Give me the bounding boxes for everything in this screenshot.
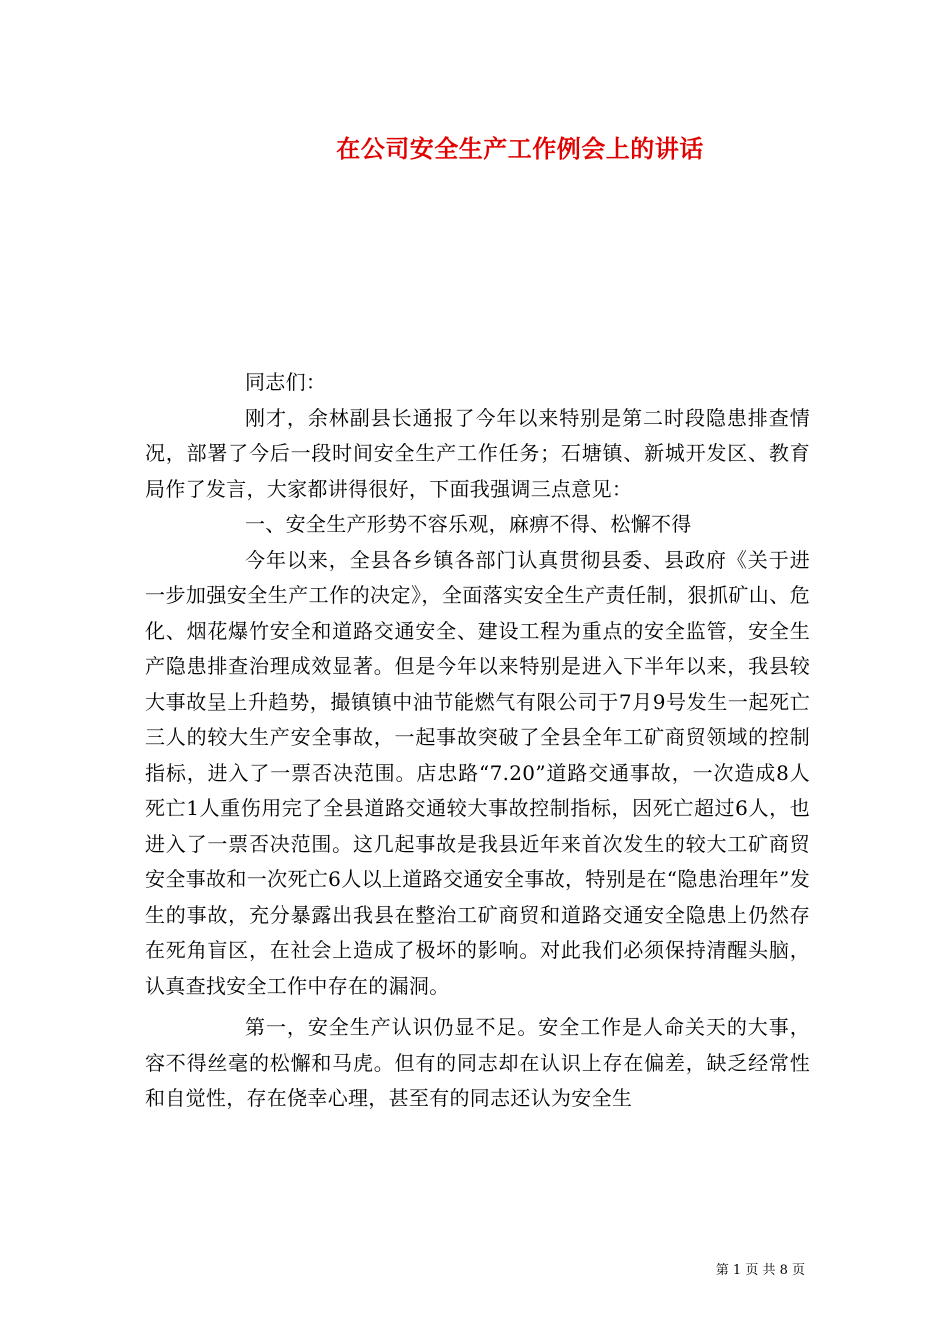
page-number: 第 1 页 共 8 页 xyxy=(715,1263,805,1278)
document-body xyxy=(145,365,810,1117)
section-heading-paragraph: 一、安全生产形势不容乐观，麻痹不得、松懈不得 xyxy=(245,512,692,536)
body-paragraph: 第一，安全生产认识仍显不足。安全工作是人命关天的大事，容不得丝毫的松懈和马虎。但有的同志却在认识上存在偏差，缺乏经常性和自觉性，存在侥幸心理，甚至有的同志还认为安全生 xyxy=(145,1015,810,1110)
document-title: 在公司安全生产工作例会上的讲话 xyxy=(336,134,704,163)
body-paragraph: 今年以来，全县各乡镇各部门认真贯彻县委、县政府《关于进一步加强安全生产工作的决定》，全面落实安全生产责任制，狠抓矿山、危化、烟花爆竹安全和道路交通安全、建设工程为重点的安全监管，安全生产隐患排查治理成效显著。但是今年以来特别是进入下半年以来，我县较大事故呈上升趋势，撮镇镇中油节能燃气有限公司于7月9号发生一起死亡三人的较大生产安全事故，一起事故突破了全县全年工矿商贸领域的控制指标，进入了一票否决范围。店忠路“7.20”道路交通事故，一次造成8人死亡1人重伤用完了全县道路交通较大事故控制指标，因死亡超过6人，也进入了一票否决范围。这几起事故是我县近年来首次发生的较大工矿商贸安全事故和一次死亡6人以上道路交通安全事故，特别是在“隐患治理年”发生的事故，充分暴露出我县在整治工矿商贸和道路交通安全隐患上仍然存在死角盲区，在社会上造成了极坏的影响。对此我们必须保持清醒头脑，认真查找安全工作中存在的漏洞。 xyxy=(145,547,810,998)
salutation-paragraph: 同志们： xyxy=(245,370,327,394)
intro-paragraph: 刚才，余林副县长通报了今年以来特别是第二时段隐患排查情况，部署了今后一段时间安全生产工作任务；石塘镇、新城开发区、教育局作了发言，大家都讲得很好，下面我强调三点意见： xyxy=(145,405,810,501)
